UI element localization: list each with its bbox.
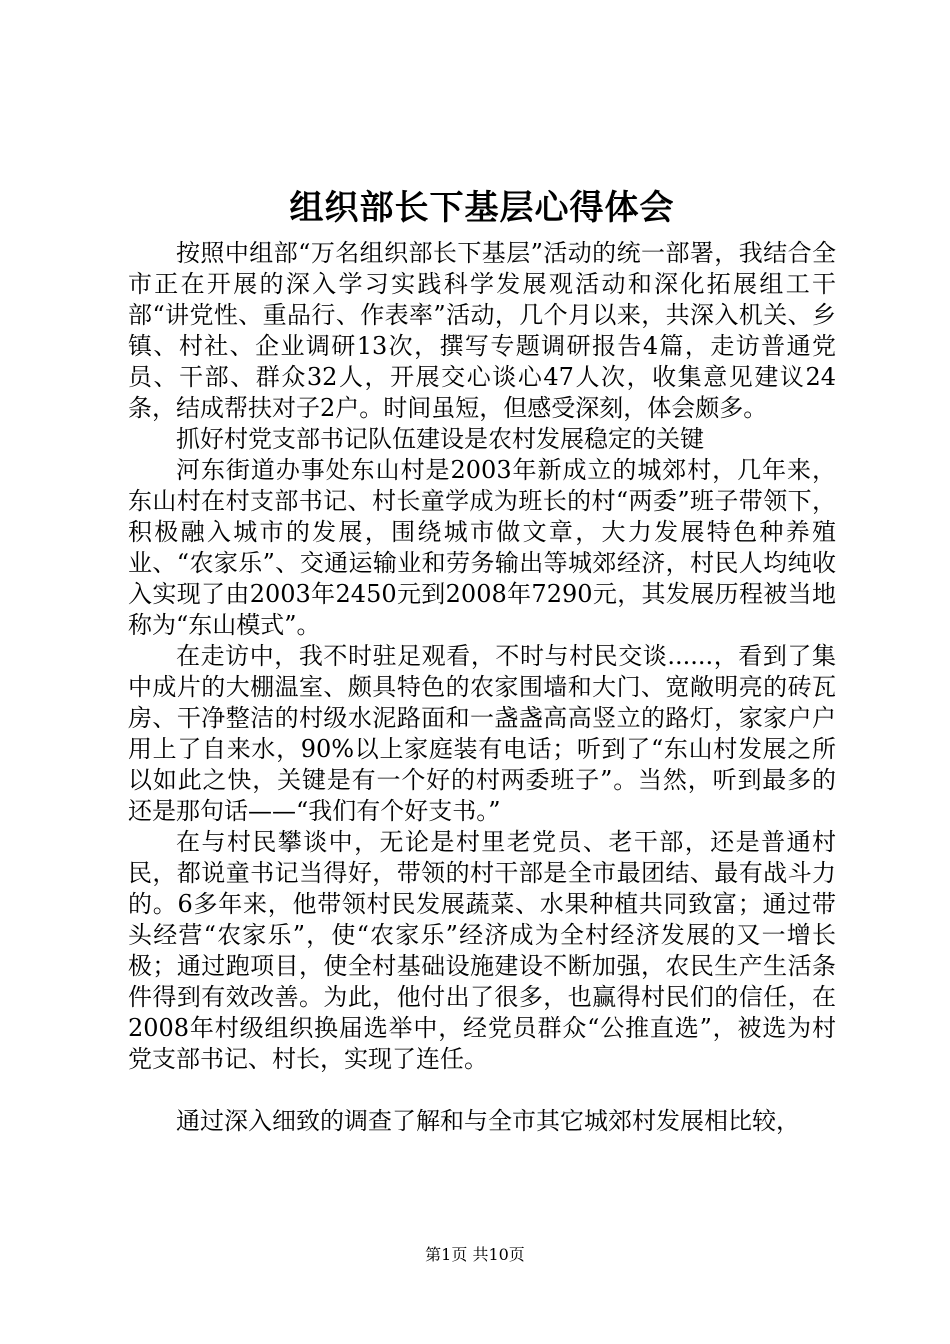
page-number-footer: 第1页 共10页 (425, 1245, 525, 1264)
paragraph-dongshan-village: 河东街道办事处东山村是2003年新成立的城郊村，几年来，东山村在村支部书记、村长童学成为班长的村“两委”班子带领下，积极融入城市的发展，围绕城市做文章，大力发展特色种养殖业、“农家乐”、交通运输业和劳务输出等城郊经济，村民人均纯收入实现了由2003年2450元到2008年7290元，其发展历程被当地称为“东山模式”。 (128, 456, 836, 639)
document-page (128, 180, 836, 1137)
paragraph-villager-talk: 在与村民攀谈中，无论是村里老党员、老干部，还是普通村民，都说童书记当得好，带领的村干部是全市最团结、最有战斗力的。6多年来，他带领村民发展蔬菜、水果种植共同致富；通过带头经营“农家乐”，使“农家乐”经济成为全村经济发展的又一增长极；通过跑项目，使全村基础设施建设不断加强，农民生产生活条件得到有效改善。为此，他付出了很多，也赢得村民们的信任，在2008年村级组织换届选举中，经党员群众“公推直选”，被选为村党支部书记、村长，实现了连任。 (128, 828, 836, 1073)
paragraph-comparison: 通过深入细致的调查了解和与全市其它城郊村发展相比较， (176, 1107, 800, 1135)
document-title: 组织部长下基层心得体会 (289, 188, 675, 228)
paragraph-intro: 按照中组部“万名组织部长下基层”活动的统一部署，我结合全市正在开展的深入学习实践科学发展观活动和深化拓展组工干部“讲党性、重品行、作表率”活动，几个月以来，共深入机关、乡镇、村社、企业调研13次，撰写专题调研报告4篇，走访普通党员、干部、群众32人，开展交心谈心47人次，收集意见建议24条，结成帮扶对子2户。时间虽短，但感受深刻，体会颇多。 (128, 239, 836, 422)
section-heading: 抓好村党支部书记队伍建设是农村发展稳定的关键 (176, 425, 704, 453)
paragraph-visit: 在走访中，我不时驻足观看，不时与村民交谈......，看到了集中成片的大棚温室、颇具特色的农家围墙和大门、宽敞明亮的砖瓦房、干净整洁的村级水泥路面和一盏盏高高竖立的路灯，家家户户用上了自来水，90%以上家庭装有电话；听到了“东山村发展之所以如此之快，关键是有一个好的村两委班子”。当然，听到最多的还是那句话——“我们有个好支书。” (128, 642, 836, 825)
